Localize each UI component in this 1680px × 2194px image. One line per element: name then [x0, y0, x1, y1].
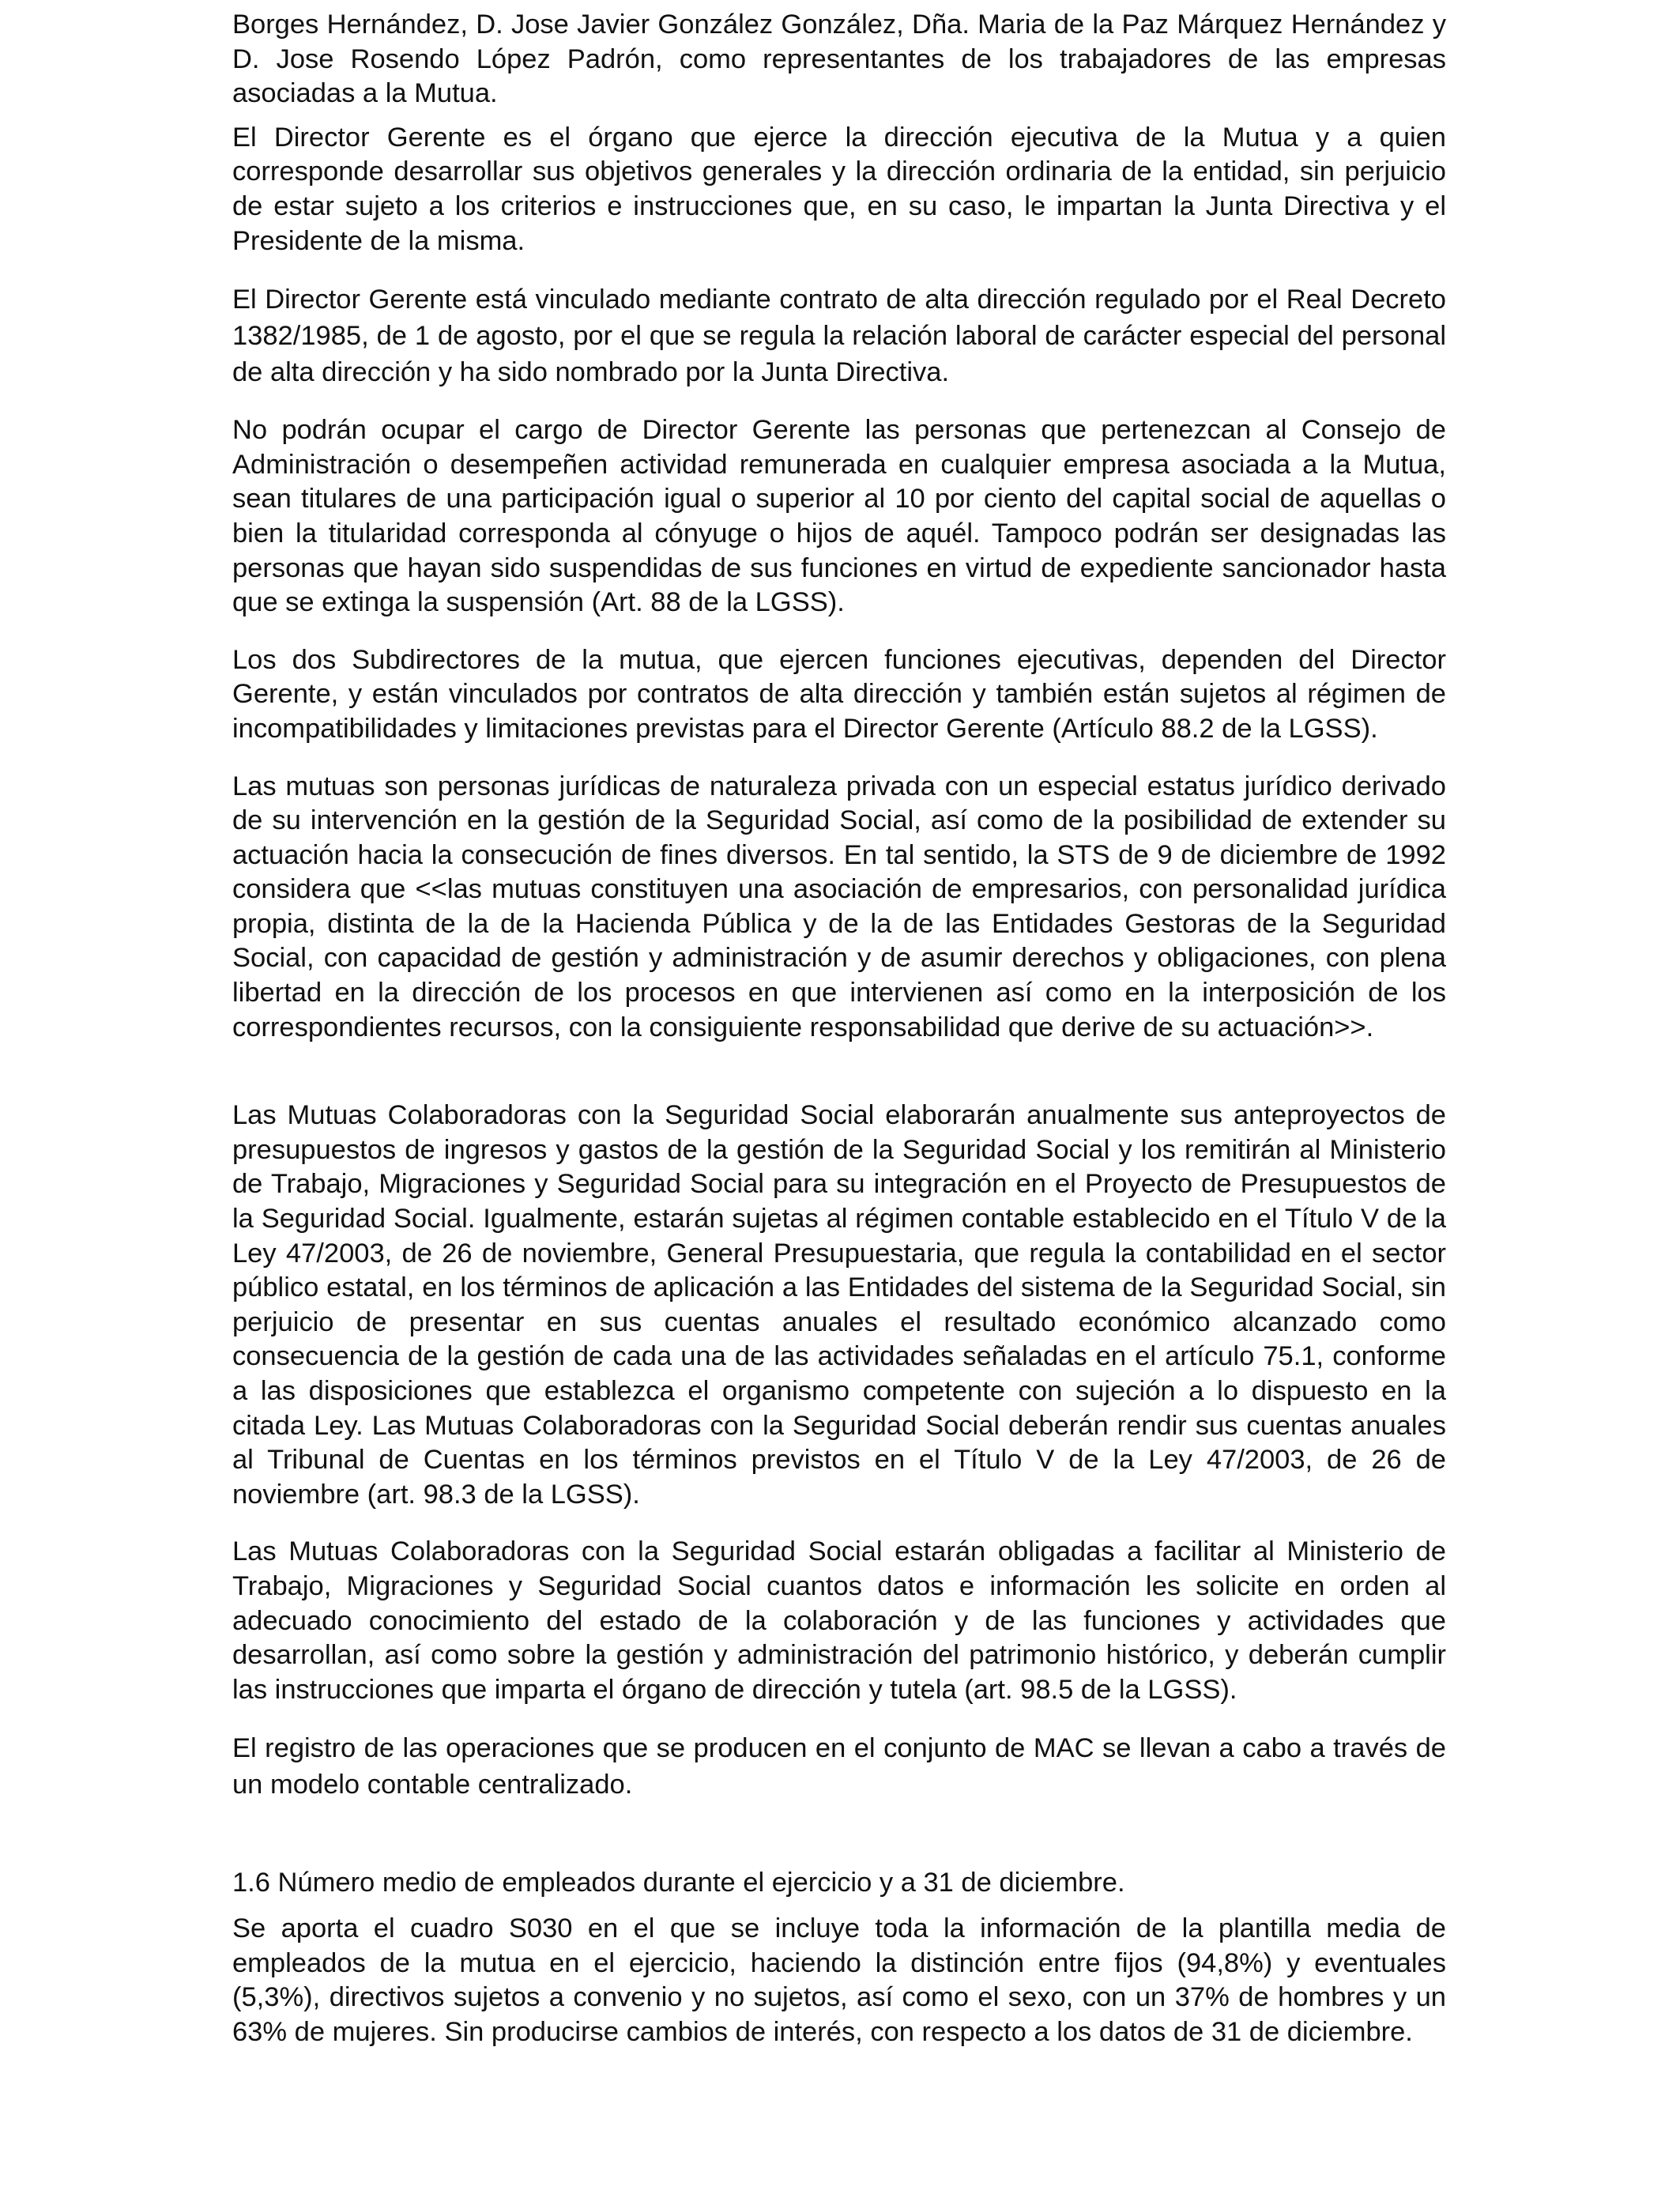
paragraph-director-gerente-incompatibilities: No podrán ocupar el cargo de Director Gerente las personas que pertenezcan al Consejo de Administración o desempeñen actividad remunerada en cualquier empresa asociada a la Mutua, sean titulares de una participación igual o superior al 10 por ciento del capital social de aquellas o bien la titularidad corresponda al cónyuge o hijos de aquél. Tampoco podrán ser designadas las personas que hayan sido suspendidas de sus funciones en virtud de expediente sancionador hasta que se extinga la suspensión (Art. 88 de la LGSS).: [232, 415, 1446, 618]
paragraph-mutuas-information: Las Mutuas Colaboradoras con la Seguridad Social estarán obligadas a facilitar al Ministerio de Trabajo, Migraciones y Seguridad Social cuantos datos e información les solicite en orden al adecuado conocimiento del estado de la colaboración y de las funciones y actividades que desarrollan, así como sobre la gestión y administración del patrimonio histórico, y deberán cumplir las instrucciones que imparta el órgano de dirección y tutela (art. 98.5 de la LGSS).: [232, 1536, 1446, 1705]
paragraph-subdirectores: Los dos Subdirectores de la mutua, que ejercen funciones ejecutivas, dependen del Director Gerente, y están vinculados por contratos de alta dirección y también están sujetos al régimen de incompatibilidades y limitaciones previstas para el Director Gerente (Artículo 88.2 de la LGSS).: [232, 644, 1446, 744]
paragraph-s030-table: Se aporta el cuadro S030 en el que se incluye toda la información de la plantilla media de empleados de la mutua en el ejercicio, haciendo la distinción entre fijos (94,8%) y eventuales (5,3%), directivos sujetos a convenio y no sujetos, así como el sexo, con un 37% de hombres y un 63% de mujeres. Sin producirse cambios de interés, con respecto a los datos de 31 de diciembre.: [232, 1913, 1446, 2047]
paragraph-director-gerente-contract: El Director Gerente está vinculado mediante contrato de alta dirección regulado por el Real Decreto 1382/1985, de 1 de agosto, por el que se regula la relación laboral de carácter especial del personal de alta dirección y ha sido nombrado por la Junta Directiva.: [232, 285, 1446, 388]
paragraph-director-gerente-role: El Director Gerente es el órgano que ejerce la dirección ejecutiva de la Mutua y a quien corresponde desarrollar sus objetivos generales y la dirección ordinaria de la entidad, sin perjuicio de estar sujeto a los criterios e instrucciones que, en su caso, le impartan la Junta Directiva y el Presidente de la misma.: [232, 122, 1446, 256]
section-heading-average-employees: 1.6 Número medio de empleados durante el ejercicio y a 31 de diciembre.: [232, 1868, 1125, 1898]
paragraph-representatives: Borges Hernández, D. Jose Javier González González, Dña. Maria de la Paz Márquez Hernández y D. Jose Rosendo López Padrón, como representantes de los trabajadores de las empresas asociadas a la Mutua.: [232, 9, 1446, 109]
document-page: [232, 8, 1446, 2049]
paragraph-accounting-model: El registro de las operaciones que se producen en el conjunto de MAC se llevan a cabo a través de un modelo contable centralizado.: [232, 1733, 1446, 1800]
paragraph-mutuas-budget: Las Mutuas Colaboradoras con la Seguridad Social elaborarán anualmente sus anteproyectos de presupuestos de ingresos y gastos de la gestión de la Seguridad Social y los remitirán al Ministerio de Trabajo, Migraciones y Seguridad Social para su integración en el Proyecto de Presupuestos de la Seguridad Social. Igualmente, estarán sujetas al régimen contable establecido en el Título V de la Ley 47/2003, de 26 de noviembre, General Presupuestaria, que regula la contabilidad en el sector público estatal, en los términos de aplicación a las Entidades del sistema de la Seguridad Social, sin perjuicio de presentar en sus cuentas anuales el resultado económico alcanzado como consecuencia de la gestión de cada una de las actividades señaladas en el artículo 75.1, conforme a las disposiciones que establezca el organismo competente con sujeción a lo dispuesto en la citada Ley. Las Mutuas Colaboradoras con la Seguridad Social deberán rendir sus cuentas anuales al Tribunal de Cuentas en los términos previstos en el Título V de la Ley 47/2003, de 26 de noviembre (art. 98.3 de la LGSS).: [232, 1100, 1446, 1510]
paragraph-mutuas-legal-status: Las mutuas son personas jurídicas de naturaleza privada con un especial estatus jurídico derivado de su intervención en la gestión de la Seguridad Social, así como de la posibilidad de extender su actuación hacia la consecución de fines diversos. En tal sentido, la STS de 9 de diciembre de 1992 considera que <<las mutuas constituyen una asociación de empresarios, con personalidad jurídica propia, distinta de la de la Hacienda Pública y de la de las Entidades Gestoras de la Seguridad Social, con capacidad de gestión y administración y de asumir derechos y obligaciones, con plena libertad en la dirección de los procesos en que intervienen así como en la interposición de los correspondientes recursos, con la consiguiente responsabilidad que derive de su actuación>>.: [232, 771, 1446, 1042]
